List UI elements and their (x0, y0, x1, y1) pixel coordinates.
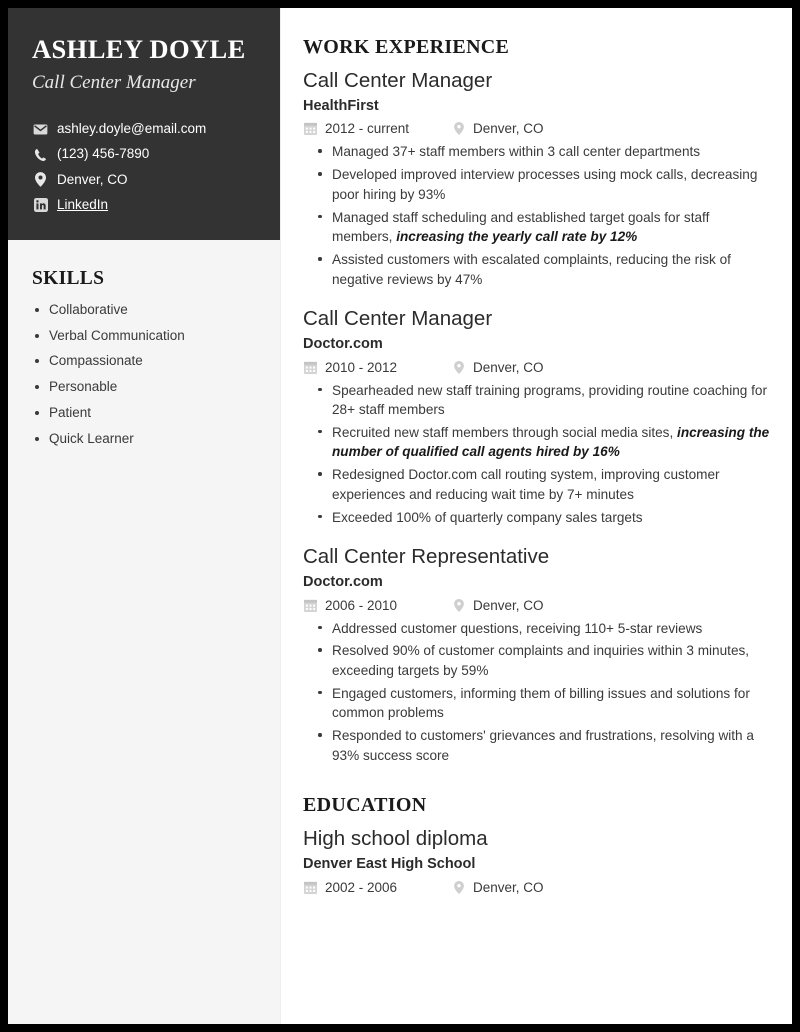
education-dates (303, 880, 451, 895)
job-organization: HealthFirst (303, 97, 379, 114)
job-dates (303, 598, 451, 613)
list-item (303, 641, 770, 680)
phone-icon (32, 148, 49, 162)
job-organization: Doctor.com (303, 573, 383, 590)
job-dates-text: 2006 - 2010 (325, 597, 398, 613)
bullet-text: Resolved 90% of customer complaints and inquiries within 3 minutes, exceeding targets by 59% (332, 643, 750, 678)
degree-title: High school diploma (303, 827, 488, 851)
job-bullets (303, 619, 770, 766)
job-title: Call Center Manager (303, 69, 493, 92)
bullet-text: Redesigned Doctor.com call routing system, improving customer experiences and reducing wait time by 7+ minutes (332, 467, 720, 502)
contact-email-text: ashley.doyle@email.com (57, 121, 207, 137)
bullet-text: Engaged customers, informing them of billing issues and solutions for common problems (332, 685, 750, 721)
list-item (303, 465, 770, 504)
map-pin-icon (451, 122, 466, 135)
education-entry (303, 826, 770, 894)
linkedin-icon (32, 198, 49, 212)
education-heading: EDUCATION (303, 794, 427, 817)
list-item: Compassionate (32, 352, 256, 370)
bullet-emphasis: increasing the yearly call rate by 12% (396, 229, 638, 245)
job-dates-text: 2010 - 2012 (325, 359, 398, 375)
bullet-text: Recruited new staff members through social media sites, (332, 424, 678, 440)
list-item (303, 619, 770, 638)
job-dates-text: 2012 - current (325, 121, 410, 137)
map-pin-icon (451, 881, 466, 894)
education-dates-text: 2002 - 2006 (325, 879, 398, 895)
sidebar-body (8, 240, 280, 448)
skills-list (32, 301, 256, 448)
contact-item-location (32, 171, 256, 189)
job-organization: Doctor.com (303, 335, 383, 352)
resume-page (8, 8, 792, 1024)
contact-item-phone (32, 145, 256, 163)
bullet-text: Managed staff scheduling and established target goals for staff members, (332, 209, 710, 245)
contact-location-text: Denver, CO (57, 171, 128, 187)
list-item: Collaborative (32, 301, 256, 319)
bullet-text: Addressed customer questions, receiving 110+ 5-star reviews (332, 620, 703, 636)
list-item: Personable (32, 378, 256, 396)
job-location (451, 598, 544, 613)
list-item (303, 208, 770, 247)
calendar-icon (303, 599, 318, 612)
sidebar (8, 8, 280, 1024)
job-meta (303, 598, 770, 613)
bullet-text: Managed 37+ staff members within 3 call center departments (332, 144, 701, 160)
school-name: Denver East High School (303, 855, 476, 872)
job-bullets (303, 142, 770, 289)
list-item (303, 381, 770, 420)
calendar-icon (303, 122, 318, 135)
bullet-text: Developed improved interview processes using mock calls, decreasing poor hiring by 93% (332, 167, 758, 202)
bullet-text: Responded to customers' grievances and frustrations, resolving with a 93% success score (332, 728, 754, 763)
list-item (303, 165, 770, 204)
job-location-text: Denver, CO (473, 121, 544, 137)
main-column (280, 8, 792, 1024)
experience-entry (303, 306, 770, 527)
education-location-text: Denver, CO (473, 879, 544, 895)
list-item (303, 726, 770, 765)
candidate-job-title: Call Center Manager (32, 72, 196, 94)
education-section (303, 794, 770, 894)
contact-list (32, 120, 256, 214)
job-dates (303, 121, 451, 136)
calendar-icon (303, 881, 318, 894)
list-item (303, 508, 770, 527)
contact-phone-text: (123) 456-7890 (57, 146, 150, 162)
job-location-text: Denver, CO (473, 359, 544, 375)
bullet-text: Exceeded 100% of quarterly company sales targets (332, 509, 643, 525)
list-item (303, 423, 770, 462)
job-location-text: Denver, CO (473, 597, 544, 613)
list-item: Quick Learner (32, 430, 256, 448)
contact-item-linkedin[interactable] (32, 196, 256, 214)
list-item (303, 142, 770, 161)
bullet-text: Spearheaded new staff training programs, providing routine coaching for 28+ staff members (332, 382, 768, 417)
list-item: Verbal Communication (32, 327, 256, 345)
candidate-name: ASHLEY DOYLE (32, 34, 246, 64)
job-bullets (303, 381, 770, 528)
map-pin-icon (451, 361, 466, 374)
job-meta (303, 360, 770, 375)
job-title: Call Center Representative (303, 545, 550, 569)
list-item: Patient (32, 404, 256, 422)
job-location (451, 121, 544, 136)
sidebar-header (8, 8, 280, 240)
job-title: Call Center Manager (303, 307, 493, 331)
education-location (451, 880, 544, 895)
envelope-icon (32, 124, 49, 135)
experience-entry (303, 544, 770, 765)
contact-item-email (32, 120, 256, 138)
skills-heading: SKILLS (32, 268, 105, 289)
map-pin-icon (32, 172, 49, 187)
calendar-icon (303, 361, 318, 374)
work-experience-heading: WORK EXPERIENCE (303, 36, 510, 58)
linkedin-link[interactable]: LinkedIn (57, 196, 109, 212)
map-pin-icon (451, 599, 466, 612)
list-item (303, 250, 770, 289)
experience-entry (303, 68, 770, 289)
job-meta (303, 121, 770, 136)
list-item (303, 684, 770, 723)
job-dates (303, 360, 451, 375)
education-meta (303, 880, 770, 895)
job-location (451, 360, 544, 375)
bullet-emphasis: increasing the number of qualified call agents hired by 16% (332, 424, 770, 460)
bullet-text: Assisted customers with escalated complaints, reducing the risk of negative reviews by 47% (332, 252, 731, 287)
